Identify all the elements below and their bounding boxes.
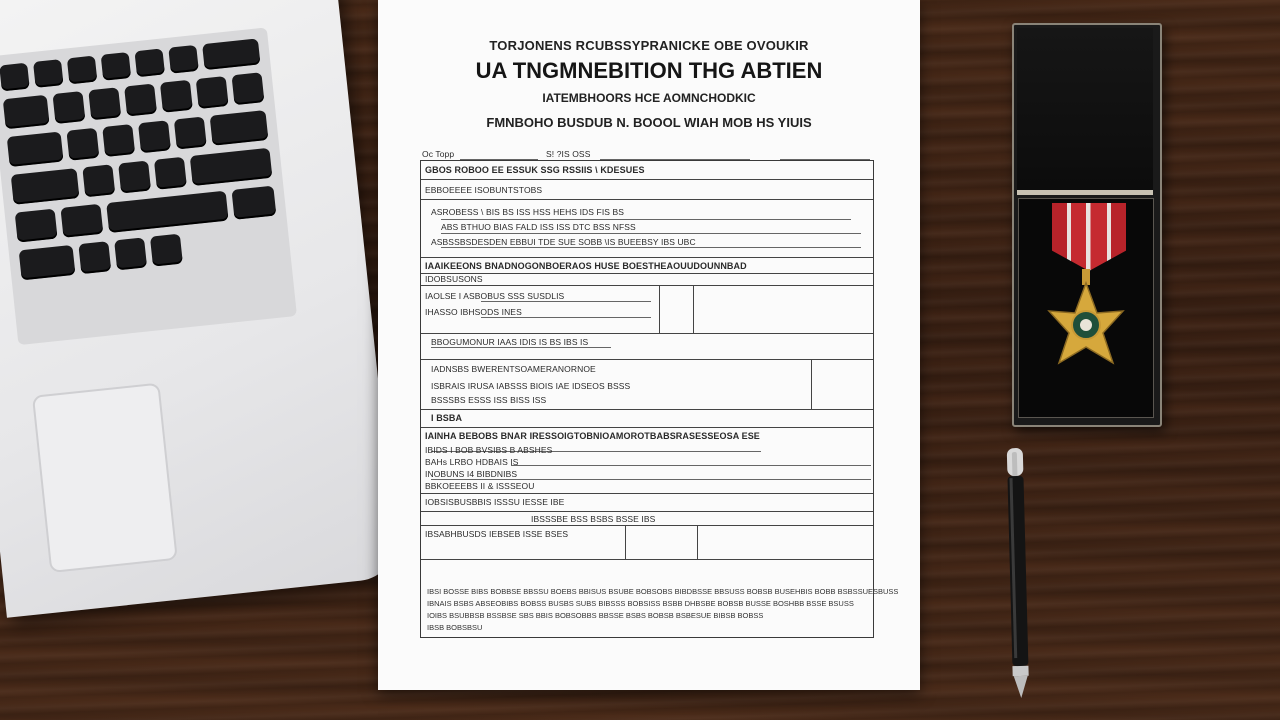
fine-print-1: IBSI BOSSE BIBS BOBBSE BBSSU BOEBS BBISUS BSUBE BOBSOBS BIBDBSSE BBSUSS BOBSB BUSEHBIS BOBB BSBSSUESBUSS bbox=[427, 587, 899, 596]
form-row-17: BAHs LRBO HDBAIS IS bbox=[425, 457, 519, 467]
key bbox=[101, 52, 132, 81]
key bbox=[124, 83, 157, 116]
form-row-15: IAINHA BEBOBS BNAR IRESSOIGTOBNIOAMOROTBABSRASESSEOSA ESE bbox=[425, 431, 760, 441]
key bbox=[7, 132, 64, 167]
field-line bbox=[441, 247, 861, 248]
form-row-1: GBOS ROBOO EE ESSUK SSG RSSIIS \ KDESUES bbox=[425, 165, 645, 175]
form-row-14: I BSBA bbox=[431, 413, 463, 423]
form-row-2: EBBOEEEE ISOBUNTSTOBS bbox=[425, 185, 543, 195]
form-divider bbox=[697, 525, 698, 559]
medal-box-tray bbox=[1018, 198, 1154, 418]
laptop bbox=[0, 0, 334, 580]
field-line bbox=[481, 301, 651, 302]
form-row-7: IDOBSUSONS bbox=[425, 274, 483, 284]
form-row-10: BBOGUMONUR IAAS IDIS IS BS IBS IS bbox=[431, 337, 589, 347]
key bbox=[154, 157, 187, 190]
form-document bbox=[378, 0, 920, 690]
key bbox=[11, 168, 80, 205]
key bbox=[114, 237, 147, 270]
form-rule bbox=[421, 359, 873, 360]
form-rule bbox=[421, 511, 873, 512]
key bbox=[196, 76, 229, 109]
medal-cross-icon bbox=[1019, 263, 1153, 423]
form-table bbox=[420, 160, 899, 638]
form-rule bbox=[421, 525, 873, 526]
key bbox=[3, 95, 50, 129]
medal-box-lid bbox=[1017, 28, 1153, 195]
form-row-8: IAOLSE I ASBOBUS SSS SUSDLIS bbox=[425, 291, 565, 301]
key bbox=[160, 80, 193, 113]
fine-print-4: IBSB BOBSBSU bbox=[427, 623, 483, 632]
form-rule bbox=[421, 257, 873, 258]
form-rule bbox=[421, 559, 873, 560]
form-divider bbox=[625, 525, 626, 559]
form-row-18: INOBUNS I4 BIBDNIBS bbox=[425, 469, 518, 479]
document-title: UA TNGMNEBITION THG ABTIEN bbox=[475, 58, 823, 83]
fine-print-3: IOIBS BSUBBSB BSSBSE SBS BBIS BOBSOBBS BBSSE BSBS BOBSB BSBESUE BIBSB BOBSS bbox=[427, 611, 764, 620]
form-row-20: IOBSISBUSBBIS ISSSU IESSE IBE bbox=[425, 497, 565, 507]
form-divider bbox=[693, 285, 694, 333]
form-divider bbox=[659, 285, 660, 333]
key bbox=[66, 128, 99, 161]
key bbox=[168, 45, 199, 74]
field-line bbox=[511, 465, 871, 466]
key bbox=[82, 164, 115, 197]
medal-ribbon bbox=[1052, 203, 1126, 271]
field-line bbox=[431, 347, 611, 348]
key bbox=[118, 161, 151, 194]
form-row-6: IAAIKEEONS BNADNOGONBOERAOS HUSE BOESTHEAOUUDOUNNBAD bbox=[425, 261, 747, 271]
medal-display-box bbox=[1012, 23, 1162, 427]
key bbox=[15, 209, 58, 243]
form-row-11: IADNSBS BWERENTSOAMERANORNOE bbox=[431, 364, 596, 374]
key bbox=[231, 72, 264, 105]
key bbox=[231, 186, 276, 220]
document-header-line3: IATEMBHOORS HCE AOMNCHODKIC bbox=[542, 91, 756, 105]
key bbox=[202, 38, 260, 70]
form-rule bbox=[421, 409, 873, 410]
laptop-body bbox=[0, 0, 399, 618]
document-header-line1: TORJONENS RCUBSSYPRANICKE OBE OVOUKIR bbox=[489, 38, 809, 53]
form-rule bbox=[421, 285, 873, 286]
form-row-4: ABS BTHUO BIAS FALD ISS ISS DTC BSS NFSS bbox=[441, 222, 636, 232]
fine-print-2: IBNAIS BSBS ABSEOBIBS BOBSS BUSBS SUBS BIBSSS BOBSISS BSBB DHBSBE BOBSB BUSSE BOSHBB BSSE BSUSS bbox=[427, 599, 854, 608]
key bbox=[33, 59, 64, 88]
key bbox=[150, 234, 183, 267]
form-row-22: IBSABHBUSDS IEBSEB ISSE BSES bbox=[425, 529, 569, 539]
form-row-16: IBIDS I BOB BVSIBS B ABSHES bbox=[425, 445, 553, 455]
trackpad bbox=[32, 383, 178, 573]
form-divider bbox=[811, 359, 812, 409]
field-line bbox=[481, 317, 651, 318]
keyboard bbox=[0, 27, 297, 345]
field-line bbox=[441, 219, 851, 220]
key bbox=[134, 48, 165, 77]
key bbox=[52, 91, 85, 124]
key bbox=[174, 116, 207, 149]
form-row-19: BBKOEEEBS II & ISSSEOU bbox=[425, 481, 535, 491]
top-line-mid: S! ?IS OSS bbox=[546, 149, 591, 159]
key bbox=[88, 87, 121, 120]
form-row-3: ASROBESS \ BIS BS ISS HSS HEHS IDS FIS BS bbox=[431, 207, 625, 217]
spacebar bbox=[106, 191, 228, 233]
form-rule bbox=[421, 427, 873, 428]
form-row-12: ISBRAIS IRUSA IABSSS BIOIS IAE IDSEOS BSSS bbox=[431, 381, 631, 391]
form-row-9: IHASSO IBHSODS INES bbox=[425, 307, 522, 317]
field-line bbox=[441, 233, 861, 234]
form-rule bbox=[421, 179, 873, 180]
field-line bbox=[431, 479, 871, 480]
key bbox=[102, 124, 135, 157]
document-header-line4: FMNBOHO BUSDUB N. BOOOL WIAH MOB HS YIUIS bbox=[486, 115, 812, 130]
form-rule bbox=[421, 493, 873, 494]
key bbox=[138, 120, 171, 153]
form-row-13: BSSSBS ESSS ISS BISS ISS bbox=[431, 395, 547, 405]
key bbox=[19, 245, 76, 280]
key bbox=[67, 56, 98, 85]
key bbox=[190, 148, 273, 186]
form-rule bbox=[421, 199, 873, 200]
top-line-left: Oc Topp bbox=[422, 149, 455, 159]
key bbox=[78, 241, 111, 274]
form-rule bbox=[421, 273, 873, 274]
form-rule bbox=[421, 333, 873, 334]
form-row-21: IBSSSBE BSS BSBS BSSE IBS bbox=[531, 514, 656, 524]
key bbox=[0, 63, 30, 92]
key bbox=[60, 204, 103, 238]
pen-icon bbox=[1003, 448, 1034, 699]
form-row-5: ASBSSBSDESDEN EBBUI TDE SUE SOBB \IS BUEEBSY IBS UBC bbox=[431, 237, 696, 247]
key bbox=[210, 110, 269, 146]
